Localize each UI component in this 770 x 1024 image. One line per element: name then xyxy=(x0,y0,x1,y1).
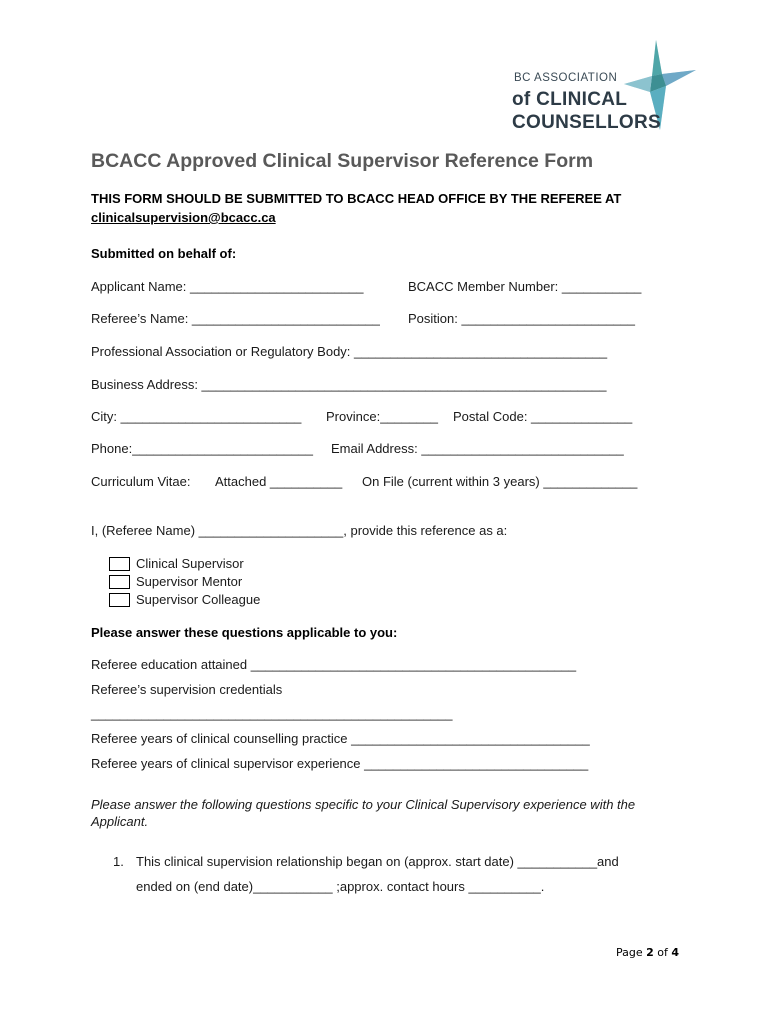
logo-text-line3: COUNSELLORS xyxy=(512,112,661,133)
education-field[interactable]: Referee education attained _____________________________________________ xyxy=(91,657,577,672)
supervisor-mentor-checkbox[interactable] xyxy=(109,575,130,589)
member-number-field[interactable]: BCACC Member Number: ___________ xyxy=(408,279,642,294)
questions-heading: Please answer these questions applicable to you: xyxy=(91,625,398,640)
city-field[interactable]: City: _________________________ xyxy=(91,409,302,424)
total-pages-number: 4 xyxy=(671,946,680,959)
current-page-number: 2 xyxy=(646,946,654,959)
of-label: of xyxy=(657,946,668,959)
item1-number: 1. xyxy=(113,854,124,869)
page-number-footer xyxy=(616,946,679,959)
clinical-supervisor-checkbox[interactable] xyxy=(109,557,130,571)
email-address-field[interactable]: Email Address: ____________________________ xyxy=(331,441,624,456)
logo-text-line1: BC ASSOCIATION xyxy=(514,72,618,84)
professional-association-field[interactable]: Professional Association or Regulatory Body: ___________________________________ xyxy=(91,344,608,359)
supervisor-colleague-label: Supervisor Colleague xyxy=(136,592,261,607)
cv-label: Curriculum Vitae: xyxy=(91,474,191,489)
submission-instruction: THIS FORM SHOULD BE SUBMITTED TO BCACC HEAD OFFICE BY THE REFEREE AT xyxy=(91,191,622,206)
logo-text-line2: of CLINICAL xyxy=(512,89,628,110)
specific-instruction-line1: Please answer the following questions specific to your Clinical Supervisory experience with the xyxy=(91,797,636,812)
supervisor-mentor-label: Supervisor Mentor xyxy=(136,574,243,589)
postal-code-field[interactable]: Postal Code: ______________ xyxy=(453,409,633,424)
credentials-label: Referee’s supervision credentials xyxy=(91,682,283,697)
bcacc-logo xyxy=(508,40,698,140)
submitted-heading: Submitted on behalf of: xyxy=(91,246,237,261)
cv-on-file-field[interactable]: On File (current within 3 years) _____________ xyxy=(362,474,638,489)
item1-start-date-field[interactable]: This clinical supervision relationship began on (approx. start date) ___________and xyxy=(136,854,619,869)
referee-name-field[interactable]: Referee’s Name: __________________________ xyxy=(91,311,380,326)
reference-statement[interactable]: I, (Referee Name) ____________________, provide this reference as a: xyxy=(91,523,508,538)
business-address-field[interactable]: Business Address: ________________________________________________________ xyxy=(91,377,607,392)
position-field[interactable]: Position: ________________________ xyxy=(408,311,635,326)
province-field[interactable]: Province:________ xyxy=(326,409,439,424)
cv-attached-field[interactable]: Attached __________ xyxy=(215,474,343,489)
supervisor-colleague-checkbox[interactable] xyxy=(109,593,130,607)
applicant-name-field[interactable]: Applicant Name: ________________________ xyxy=(91,279,364,294)
page-title: BCACC Approved Clinical Supervisor Reference Form xyxy=(91,150,594,172)
credentials-field[interactable]: __________________________________________________ xyxy=(91,706,453,721)
clinical-supervisor-label: Clinical Supervisor xyxy=(136,556,244,571)
submission-email-link[interactable]: clinicalsupervision@bcacc.ca xyxy=(91,210,276,225)
page-label: Page xyxy=(616,946,643,959)
phone-field[interactable]: Phone:_________________________ xyxy=(91,441,313,456)
specific-instruction-line2: Applicant. xyxy=(91,814,149,829)
item1-end-date-field[interactable]: ended on (end date)___________ ;approx. contact hours __________. xyxy=(136,879,545,894)
years-practice-field[interactable]: Referee years of clinical counselling practice _________________________________ xyxy=(91,731,590,746)
years-supervisor-field[interactable]: Referee years of clinical supervisor experience _______________________________ xyxy=(91,756,589,771)
